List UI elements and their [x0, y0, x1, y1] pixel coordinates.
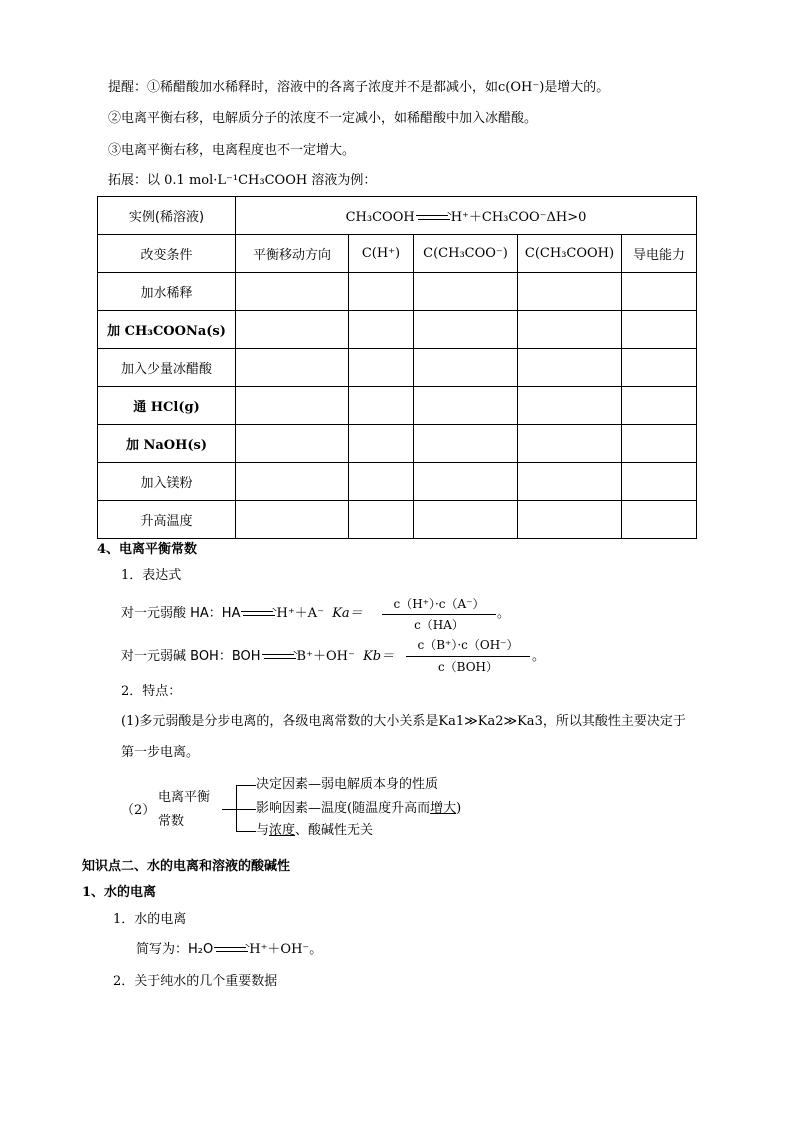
section4-heading: 4、电离平衡常数: [97, 542, 198, 557]
water-shorthand-right: H⁺＋OH⁻。: [249, 942, 323, 957]
condition-cell: 加 NaOH(s): [98, 425, 236, 463]
empty-cell: [518, 311, 622, 349]
bracket-arm-2: [236, 809, 256, 810]
table-row: [98, 311, 697, 349]
equilibrium-arrow-icon: [214, 945, 248, 954]
empty-cell: [349, 349, 414, 387]
empty-cell: [622, 501, 697, 539]
empty-cell: [414, 425, 518, 463]
header-example-cell: 实例(稀溶液): [98, 197, 236, 235]
condition-cell: 加入少量冰醋酸: [98, 349, 236, 387]
empty-cell: [518, 501, 622, 539]
features-label: 2．特点：: [121, 684, 182, 699]
acid-expression: [121, 605, 363, 623]
condition-cell: 加 CH₃COONa(s): [98, 311, 236, 349]
extension-title: 拓展：以 0.1 mol·L⁻¹CH₃COOH 溶液为例：: [108, 173, 377, 188]
empty-cell: [349, 501, 414, 539]
empty-cell: [236, 463, 349, 501]
acid-numerator: c（H⁺）·c（A⁻）: [393, 597, 485, 611]
tip-line-1: 提醒：①稀醋酸加水稀释时，溶液中的各离子浓度并不是都减小，如c(OH⁻)是增大的。: [108, 80, 610, 95]
branch-3: [256, 822, 373, 840]
branch-3-rest: 、酸碱性无关: [295, 823, 374, 838]
base-k: Kb＝: [363, 649, 395, 664]
base-expression: [121, 648, 394, 666]
empty-cell: [518, 387, 622, 425]
branch-3-underlined: 浓度: [269, 823, 296, 838]
table-row: [98, 463, 697, 501]
empty-cell: [622, 273, 697, 311]
branch-2-close: ): [456, 801, 462, 816]
empty-cell: [518, 425, 622, 463]
empty-cell: [414, 349, 518, 387]
table-row: [98, 387, 697, 425]
column-header: 导电能力: [622, 235, 697, 273]
empty-cell: [518, 273, 622, 311]
empty-cell: [518, 349, 622, 387]
column-header: 平衡移动方向: [236, 235, 349, 273]
feature-1-line-a: (1)多元弱酸是分步电离的，各级电离常数的大小关系是Ka1≫Ka2≫Ka3，所以其酸性主要决定于: [121, 714, 686, 729]
empty-cell: [349, 463, 414, 501]
table-row: [98, 501, 697, 539]
base-period: 。: [532, 649, 546, 664]
base-numerator: c（B⁺）·c（OH⁻）: [417, 638, 519, 652]
water-ionization-item: 1．水的电离: [113, 912, 187, 927]
acid-period: 。: [497, 606, 511, 621]
acid-denominator: c（HA）: [414, 618, 464, 632]
table-columns-row: [98, 235, 697, 273]
table-header-row: [98, 197, 697, 235]
acid-right: H⁺＋A⁻: [276, 606, 324, 621]
base-fraction-line: [406, 656, 530, 657]
branch-2: [256, 800, 461, 818]
equilibrium-arrow-icon: [416, 213, 450, 222]
tip-line-3: ③电离平衡右移，电离程度也不一定增大。: [108, 143, 356, 158]
empty-cell: [349, 387, 414, 425]
acid-fraction-line: [382, 614, 496, 615]
empty-cell: [622, 463, 697, 501]
pure-water-data-item: 2．关于纯水的几个重要数据: [113, 974, 278, 989]
empty-cell: [236, 501, 349, 539]
feature-1-line-b: 第一步电离。: [121, 745, 200, 760]
base-label: 对一元弱碱 BOH：BOH: [121, 649, 261, 664]
water-shorthand-label: 简写为：H₂O: [136, 942, 214, 957]
table-row: [98, 273, 697, 311]
column-header: C(CH₃COOH): [518, 235, 622, 273]
tip-line-2: ②电离平衡右移，电解质分子的浓度不一定减小，如稀醋酸中加入冰醋酸。: [108, 111, 538, 126]
empty-cell: [414, 501, 518, 539]
table-row: [98, 349, 697, 387]
bracket-arm-3: [236, 831, 256, 832]
knowledge2-heading: 知识点二、水的电离和溶液的酸碱性: [82, 859, 291, 874]
branch-2-underlined: 增大: [430, 801, 457, 816]
bracket-arm-1: [236, 785, 256, 786]
condition-cell: 加入镁粉: [98, 463, 236, 501]
feature-2-label-a: 电离平衡: [158, 790, 211, 805]
empty-cell: [236, 349, 349, 387]
ionization-table: [97, 196, 697, 539]
empty-cell: [414, 387, 518, 425]
header-equation-cell: [236, 197, 697, 235]
water-ionization-subheading: 1、水的电离: [82, 885, 157, 900]
column-header: C(CH₃COO⁻): [414, 235, 518, 273]
equation-right: H⁺＋CH₃COO⁻ΔH>0: [450, 210, 587, 225]
condition-cell: 升高温度: [98, 501, 236, 539]
table-row: [98, 425, 697, 463]
feature-2-number: （2）: [121, 803, 156, 818]
base-denominator: c（BOH）: [437, 660, 499, 674]
branch-2-text: 影响因素—温度(随温度升高而: [256, 801, 431, 816]
branch-1: 决定因素—弱电解质本身的性质: [256, 777, 439, 792]
empty-cell: [414, 463, 518, 501]
empty-cell: [236, 387, 349, 425]
empty-cell: [414, 273, 518, 311]
empty-cell: [414, 311, 518, 349]
empty-cell: [349, 273, 414, 311]
empty-cell: [622, 349, 697, 387]
acid-label: 对一元弱酸 HA：HA: [121, 606, 241, 621]
equation-left: CH₃COOH: [345, 210, 415, 225]
feature-2-label-b: 常数: [158, 814, 185, 829]
column-header: 改变条件: [98, 235, 236, 273]
empty-cell: [622, 311, 697, 349]
equilibrium-arrow-icon: [241, 609, 275, 618]
water-shorthand: [136, 941, 322, 959]
acid-k: Ka＝: [332, 606, 363, 621]
empty-cell: [518, 463, 622, 501]
bracket-stem: [222, 809, 236, 810]
condition-cell: 加水稀释: [98, 273, 236, 311]
branch-3-prefix: 与: [256, 823, 270, 838]
base-right: B⁺＋OH⁻: [296, 649, 355, 664]
equilibrium-arrow-icon: [262, 652, 296, 661]
expression-label: 1．表达式: [121, 568, 182, 583]
empty-cell: [349, 425, 414, 463]
empty-cell: [349, 311, 414, 349]
empty-cell: [622, 425, 697, 463]
empty-cell: [236, 425, 349, 463]
empty-cell: [622, 387, 697, 425]
column-header: C(H⁺): [349, 235, 414, 273]
empty-cell: [236, 311, 349, 349]
bracket-vertical: [236, 785, 237, 831]
condition-cell: 通 HCl(g): [98, 387, 236, 425]
empty-cell: [236, 273, 349, 311]
